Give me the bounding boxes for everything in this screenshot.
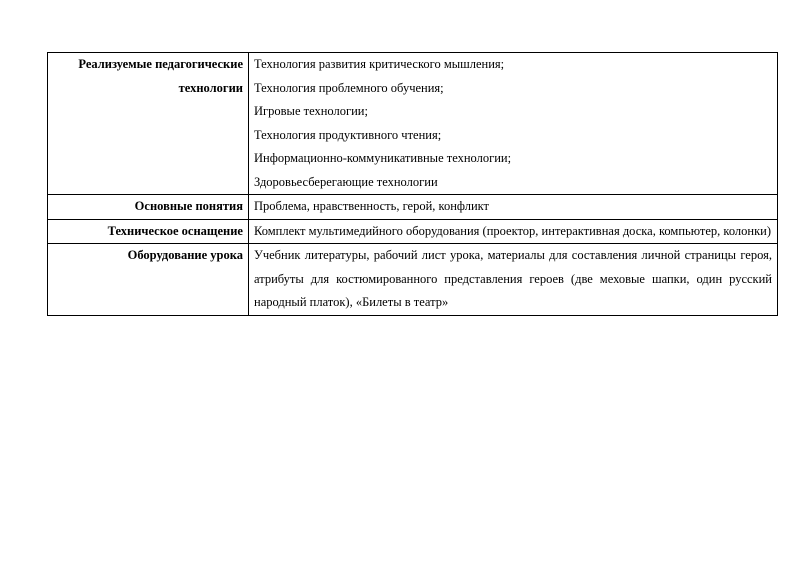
row-label-lesson-equipment: Оборудование урока bbox=[48, 244, 249, 316]
row-value-tech-equipment: Комплект мультимедийного оборудования (проектор, интерактивная доска, компьютер, колонки) bbox=[249, 219, 778, 244]
lesson-info-table bbox=[47, 52, 778, 316]
row-label-concepts: Основные понятия bbox=[48, 195, 249, 220]
table-row-technologies bbox=[48, 53, 778, 195]
technology-item: Технология проблемного обучения; bbox=[254, 80, 444, 95]
technology-item: Технология развития критического мышления; bbox=[254, 57, 505, 71]
technology-item: Информационно-коммуникативные технологии; bbox=[254, 151, 512, 165]
technology-item: Здоровьесберегающие технологии bbox=[254, 174, 438, 189]
row-label-tech-equipment: Техническое оснащение bbox=[48, 219, 249, 244]
row-value-concepts: Проблема, нравственность, герой, конфликт bbox=[249, 195, 778, 220]
row-value-technologies bbox=[249, 53, 778, 195]
technology-item: Игровые технологии; bbox=[254, 104, 368, 118]
row-value-lesson-equipment: Учебник литературы, рабочий лист урока, материалы для составления личной страницы героя, атрибуты для костюмированного представления героев (две меховые шапки, один русский народный платок), «Билеты в театр» bbox=[249, 244, 778, 316]
table-row-lesson-equipment bbox=[48, 244, 778, 316]
table-row-tech-equipment bbox=[48, 219, 778, 244]
row-label-technologies: Реализуемые педагогические технологии bbox=[48, 53, 249, 195]
table-row-concepts bbox=[48, 195, 778, 220]
technology-item: Технология продуктивного чтения; bbox=[254, 127, 442, 142]
